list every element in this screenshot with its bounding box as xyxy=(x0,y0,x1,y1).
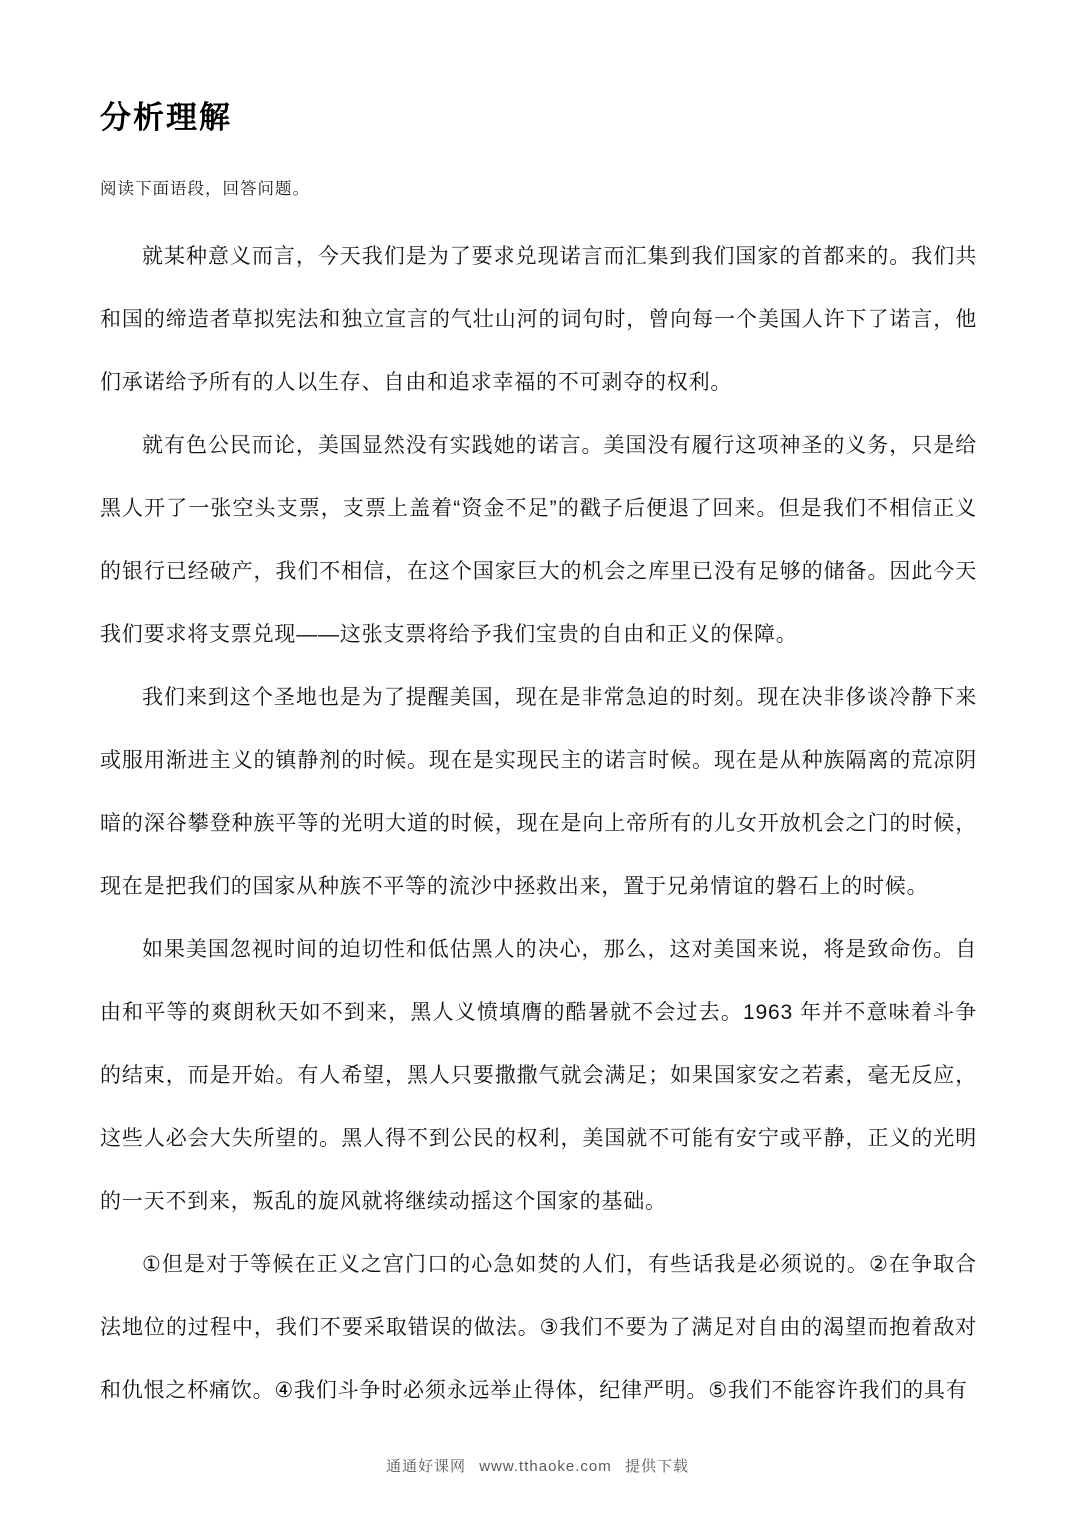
page-title: 分析理解 xyxy=(100,100,232,135)
paragraph-1: 就某种意义而言，今天我们是为了要求兑现诺言而汇集到我们国家的首都来的。我们共和国的缔造者草拟宪法和独立宣言的气壮山河的词句时，曾向每一个美国人许下了诺言，他们承诺给予所有的人以生存、自由和追求幸福的不可剥夺的权利。 xyxy=(100,245,977,394)
paragraph-3: 我们来到这个圣地也是为了提醒美国，现在是非常急迫的时刻。现在决非侈谈冷静下来或服用渐进主义的镇静剂的时候。现在是实现民主的诺言时候。现在是从种族隔离的荒凉阴暗的深谷攀登种族平等的光明大道的时候，现在是向上帝所有的儿女开放机会之门的时候，现在是把我们的国家从种族不平等的流沙中拯救出来，置于兄弟情谊的磐石上的时候。 xyxy=(100,686,977,898)
paragraph-4: 如果美国忽视时间的迫切性和低估黑人的决心，那么，这对美国来说，将是致命伤。自由和平等的爽朗秋天如不到来，黑人义愤填膺的酷暑就不会过去。1963 年并不意味着斗争的结束，而是开始。有人希望，黑人只要撒撒气就会满足；如果国家安之若素，毫无反应，这些人必会大失所望的。黑人得不到公民的权利，美国就不可能有安宁或平静，正义的光明的一天不到来，叛乱的旋风就将继续动摇这个国家的基础。 xyxy=(100,938,977,1213)
instruction-text: 阅读下面语段，回答问题。 xyxy=(100,180,310,198)
footer-url: www.tthaoke.com xyxy=(479,1458,612,1475)
paragraph-5: ①但是对于等候在正义之宫门口的心急如焚的人们，有些话我是必须说的。②在争取合法地位的过程中，我们不要采取错误的做法。③我们不要为了满足对自由的渴望而抱着敌对和仇恨之杯痛饮。④我们斗争时必须永远举止得体，纪律严明。⑤我们不能容许我们的具有 xyxy=(100,1253,977,1402)
reading-passage xyxy=(100,225,977,1422)
footer-site-name: 通通好课网 xyxy=(386,1458,467,1475)
footer-suffix: 提供下载 xyxy=(624,1458,689,1475)
paragraph-2: 就有色公民而论，美国显然没有实践她的诺言。美国没有履行这项神圣的义务，只是给黑人开了一张空头支票，支票上盖着“资金不足”的戳子后便退了回来。但是我们不相信正义的银行已经破产，我们不相信，在这个国家巨大的机会之库里已没有足够的储备。因此今天我们要求将支票兑现——这张支票将给予我们宝贵的自由和正义的保障。 xyxy=(100,434,977,646)
page-footer xyxy=(0,1455,1075,1476)
